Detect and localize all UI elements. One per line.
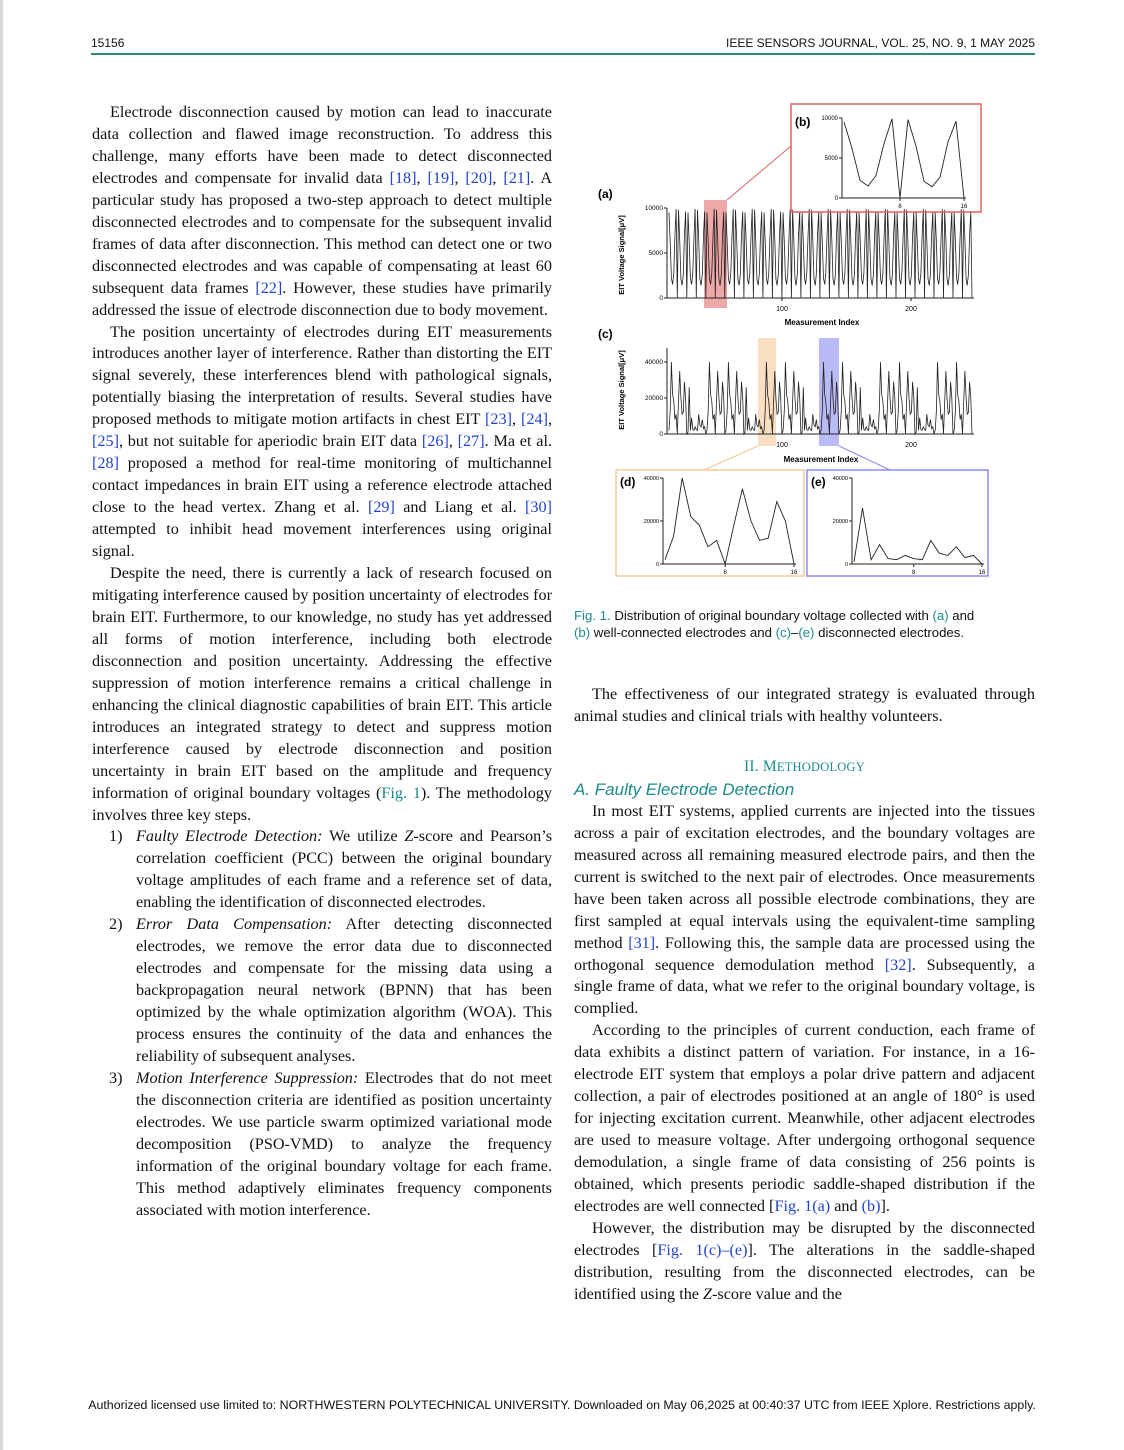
citation-link[interactable]: [28] xyxy=(92,454,119,473)
ytick-label: 40000 xyxy=(832,476,848,483)
text-run: We utilize xyxy=(322,827,405,846)
citation-link[interactable]: [27] xyxy=(457,432,485,451)
citation-link[interactable]: [24] xyxy=(521,410,548,429)
page-number: 15156 xyxy=(91,36,125,50)
figure-caption xyxy=(574,607,1035,641)
caption-text: and xyxy=(948,608,975,623)
right-column xyxy=(574,684,1035,1306)
caption-link-e[interactable]: (e) xyxy=(798,625,815,640)
left-column xyxy=(92,102,552,1222)
panel-label-d: (d) xyxy=(620,475,636,489)
ytick-label: 20000 xyxy=(644,395,663,403)
step-title: Motion Interference Suppression: xyxy=(136,1068,359,1087)
panel-label-b: (b) xyxy=(795,115,811,129)
xtick-label: 8 xyxy=(898,204,902,210)
text-run: , but not suitable for aperiodic brain EIT data xyxy=(118,432,422,451)
text-run: proposed a method for real-time monitoring of multichannel contact impedances in brain EIT using a reference electrode attached close to the head vertex. Zhang et al. xyxy=(92,454,552,517)
panel-c xyxy=(598,327,974,470)
running-header xyxy=(91,36,1035,54)
citation-link[interactable]: [29] xyxy=(367,498,395,517)
figure-1 xyxy=(574,100,1035,585)
text-run: , xyxy=(454,168,466,187)
step-item xyxy=(92,826,552,914)
step-item xyxy=(92,1068,552,1222)
panel-d xyxy=(616,470,804,576)
paragraph-position-uncertainty xyxy=(92,322,552,563)
step-title: Error Data Compensation: xyxy=(136,915,333,934)
c-yticks xyxy=(645,359,667,438)
paragraph-evaluation: The effectiveness of our integrated strategy is evaluated through animal studies and clinical trials with healthy volunteers. xyxy=(574,685,1035,725)
text-run: . Following this, the sample data are processed using the orthogonal sequence demodulation method xyxy=(574,933,1035,974)
text-run: However, the distribution may be disrupted by the disconnected electrodes [ xyxy=(574,1218,1035,1259)
caption-link-b[interactable]: (b) xyxy=(574,625,591,640)
text-run: ]. xyxy=(880,1197,890,1216)
text-run: Electrodes that do not meet the disconnection criteria are identified as position uncertainty electrodes. We use particle swarm optimized variational mode decomposition (PSO-VMD) to analyze the frequency information of the original boundary voltage for each frame. This method adaptively eliminates frequency components associated with motion interference. xyxy=(136,1068,552,1219)
c-xtick-200: 200 xyxy=(905,442,917,449)
text-run: In most EIT systems, applied currents are injected into the tissues across a pair of excitation electrodes, and the boundary voltages are measured across all remaining measured electrode pairs, and then the current is switched to the next pair of electrodes. Once measurements have been taken across all possible electrode combinations, they are first sampled at equal intervals using the equivalent-time sampling method xyxy=(574,801,1035,952)
paragraph-integrated-strategy xyxy=(92,563,552,826)
caption-link-a[interactable]: (a) xyxy=(932,608,949,623)
c-ylabel: EIT Voltage Signal[μV] xyxy=(617,350,626,430)
step-title: Faulty Electrode Detection: xyxy=(136,827,323,846)
ytick-label: 20000 xyxy=(832,519,848,526)
caption-text: well-connected electrodes and xyxy=(590,625,776,640)
citation-link[interactable]: [25] xyxy=(92,432,119,451)
xtick-label: 8 xyxy=(723,570,727,576)
citation-link[interactable]: [30] xyxy=(525,498,552,517)
methodology-steps xyxy=(92,826,552,1221)
text-run: and xyxy=(830,1197,862,1216)
citation-link[interactable]: Fig. 1(c)–(e) xyxy=(657,1240,748,1259)
subsection-heading: A. Faulty Electrode Detection xyxy=(574,779,795,799)
text-run: After detecting disconnected electrodes, we remove the error data due to disconnected electrodes and compensate for the missing data using a backpropagation neural network (BPNN) that has been optimized by the whale optimization algorithm (WOA). This process ensures the continuity of the data and enhances the reliability of subsequent analyses. xyxy=(136,915,552,1065)
text-run: The position uncertainty of electrodes during EIT measurements introduces another layer of interference. Rather than distorting the EIT signal severely, these interferences blend with pathological signals, potentially biasing the interpretation of results. Several studies have proposed methods to mitigate motion artifacts in chest EIT xyxy=(92,322,552,429)
caption-dash: – xyxy=(790,625,799,640)
b-xticks xyxy=(898,198,968,210)
d-yticks xyxy=(644,476,663,568)
trace-b xyxy=(844,119,964,198)
paragraph-disrupted-distribution xyxy=(574,1218,1035,1306)
header-rule xyxy=(91,53,1035,55)
a-yticks xyxy=(645,205,667,302)
journal-title: IEEE SENSORS JOURNAL, VOL. 25, NO. 9, 1 MAY 2025 xyxy=(725,36,1035,50)
citation-link[interactable]: Fig. 1(a) xyxy=(774,1197,831,1216)
step-number: 3) xyxy=(109,1068,123,1087)
ytick-label: 40000 xyxy=(643,476,659,483)
c-xtick-100: 100 xyxy=(776,442,788,449)
footer-license: Authorized licensed use limited to: NORTHWESTERN POLYTECHNICAL UNIVERSITY. Downloaded on May 06,2025 at 00:40:37 UTC from IEEE Xplore. Restrictions apply. xyxy=(88,1398,1036,1412)
citation-link[interactable]: [22] xyxy=(255,278,283,297)
trace-d xyxy=(665,478,794,564)
step-number: 1) xyxy=(109,827,123,846)
text-run: -score and Pearson’s correlation coefficient (PCC) between the original boundary voltage amplitudes of each frame and a reference set of data, enabling the identification of disconnected electrodes. xyxy=(136,827,552,912)
figure-1-svg xyxy=(574,100,1035,585)
text-run: Despite the need, there is currently a lack of research focused on mitigating interference caused by position uncertainty of electrodes for brain EIT. Furthermore, to our knowledge, no study has yet addressed all forms of motion interference, including both electrode disconnection and position uncertainty. Addressing the effective suppression of motion interference remains a critical challenge in enhancing the clinical diagnostic capabilities of brain EIT. This article introduces an integrated strategy to detect and suppress motion interference caused by electrode disconnection and position uncertainty in brain EIT based on the amplitude and frequency information of original boundary voltages ( xyxy=(92,564,552,802)
e-yticks xyxy=(833,476,852,568)
connector-a-b xyxy=(727,146,791,200)
text-run: -score value and the xyxy=(712,1284,842,1303)
text-run: , xyxy=(492,168,504,187)
a-ylabel: EIT Voltage Signal[μV] xyxy=(617,215,626,295)
ytick-label: 0 xyxy=(655,562,659,569)
citation-link[interactable]: [26] xyxy=(421,432,449,451)
panel-e xyxy=(807,470,988,576)
text-run: and Liang et al. xyxy=(394,498,526,517)
citation-link[interactable]: [19] xyxy=(427,168,455,187)
highlight-d xyxy=(758,338,776,446)
panel-label-e: (e) xyxy=(811,475,826,489)
panel-b xyxy=(791,104,981,212)
ytick-label: 40000 xyxy=(644,359,663,367)
frame-b xyxy=(791,104,981,212)
text-run: , xyxy=(448,432,458,451)
citation-link[interactable]: [20] xyxy=(465,168,493,187)
section-heading-prefix: II. M xyxy=(744,757,777,775)
text-run: ). The methodology involves three key steps. xyxy=(92,783,552,824)
text-run: . Subsequently, a single frame of data, what we refer to the original boundary voltage, is complied. xyxy=(574,955,1035,1018)
text-run: , xyxy=(416,168,428,187)
section-heading-rest: ETHODOLOGY xyxy=(776,759,865,774)
xtick-label: 8 xyxy=(912,570,916,576)
citation-link[interactable]: [21] xyxy=(503,168,531,187)
text-run: . Ma et al. xyxy=(484,432,552,451)
page-edge xyxy=(0,0,3,1450)
caption-text: Distribution of original boundary voltage collected with xyxy=(610,608,933,623)
text-run: Electrode disconnection caused by motion can lead to inaccurate data collection and flawed image reconstruction. To address this challenge, many efforts have been made to detect disconnected electrodes and compensate for invalid data xyxy=(92,103,552,187)
caption-label: Fig. 1. xyxy=(574,608,611,623)
caption-text: disconnected electrodes. xyxy=(814,625,965,640)
d-xticks xyxy=(724,564,798,576)
ytick-label: 10000 xyxy=(644,205,663,213)
caption-link-c[interactable]: (c) xyxy=(775,625,791,640)
panel-label-c: (c) xyxy=(598,327,613,341)
italic-symbol: Z xyxy=(703,1284,713,1303)
trace-e xyxy=(854,508,982,564)
ytick-label: 5000 xyxy=(824,156,838,163)
text-run: , xyxy=(512,410,521,429)
citation-link[interactable]: (b) xyxy=(861,1197,881,1216)
ytick-label: 0 xyxy=(834,196,838,203)
text-run: attempted to inhibit head movement interferences using original signal. xyxy=(92,520,552,561)
xtick-label: 16 xyxy=(978,570,986,576)
citation-link[interactable]: [31] xyxy=(628,933,656,952)
xtick-label: 16 xyxy=(960,204,968,210)
section-heading xyxy=(574,756,1035,779)
figure-link[interactable]: Fig. 1 xyxy=(381,783,421,802)
a-xtick-100: 100 xyxy=(776,306,788,313)
e-xticks xyxy=(912,564,986,576)
a-xtick-200: 200 xyxy=(905,306,917,313)
ytick-label: 5000 xyxy=(648,250,663,258)
ytick-label: 0 xyxy=(659,431,663,439)
connector-c-d xyxy=(704,446,758,470)
panel-label-a: (a) xyxy=(598,187,613,201)
ytick-label: 10000 xyxy=(821,116,838,123)
paragraph-current-conduction xyxy=(574,1020,1035,1218)
ytick-label: 0 xyxy=(659,295,663,303)
citation-link[interactable]: [23] xyxy=(485,410,512,429)
italic-symbol: Z xyxy=(404,827,414,846)
ytick-label: 0 xyxy=(844,562,848,569)
text-run: . A particular study has proposed a two-step approach to detect multiple disconnected electrodes and to compensate for the subsequent invalid frames of data after disconnection. This method can detect one or two disconnected electrodes and was capable of compensating at least 60 subsequent data frames xyxy=(92,168,553,297)
citation-link[interactable]: [32] xyxy=(884,955,912,974)
text-run: , xyxy=(547,410,553,429)
text-run: . However, these studies have primarily addressed the issue of electrode disconnection due to body movement. xyxy=(92,278,553,319)
citation-link[interactable]: [18] xyxy=(389,168,417,187)
b-yticks xyxy=(821,116,842,202)
paragraph-disconnection xyxy=(92,102,552,322)
xtick-label: 16 xyxy=(790,570,798,576)
step-item xyxy=(92,914,552,1068)
step-number: 2) xyxy=(109,915,123,934)
text-run: ]. The alterations in the saddle-shaped distribution, resulting from the disconnected electrodes, can be identified using the xyxy=(574,1240,1035,1303)
c-xlabel: Measurement Index xyxy=(783,455,859,464)
panel-a xyxy=(598,146,974,327)
paragraph-eit-systems xyxy=(574,801,1035,1021)
a-xlabel: Measurement Index xyxy=(784,318,860,327)
ytick-label: 20000 xyxy=(643,519,659,526)
text-run: According to the principles of current conduction, each frame of data exhibits a distinct pattern of variation. For instance, in a 16-electrode EIT system that employs a polar drive pattern and adjacent collection, a pair of electrodes positioned at an angle of 180° is used for injecting excitation current. Meanwhile, other adjacent electrodes are used to measure voltage. After undergoing orthogonal sequence demodulation, a single frame of data consisting of 256 points is obtained, which presents periodic saddle-shaped distribution if the electrodes are well connected [ xyxy=(574,1021,1035,1216)
